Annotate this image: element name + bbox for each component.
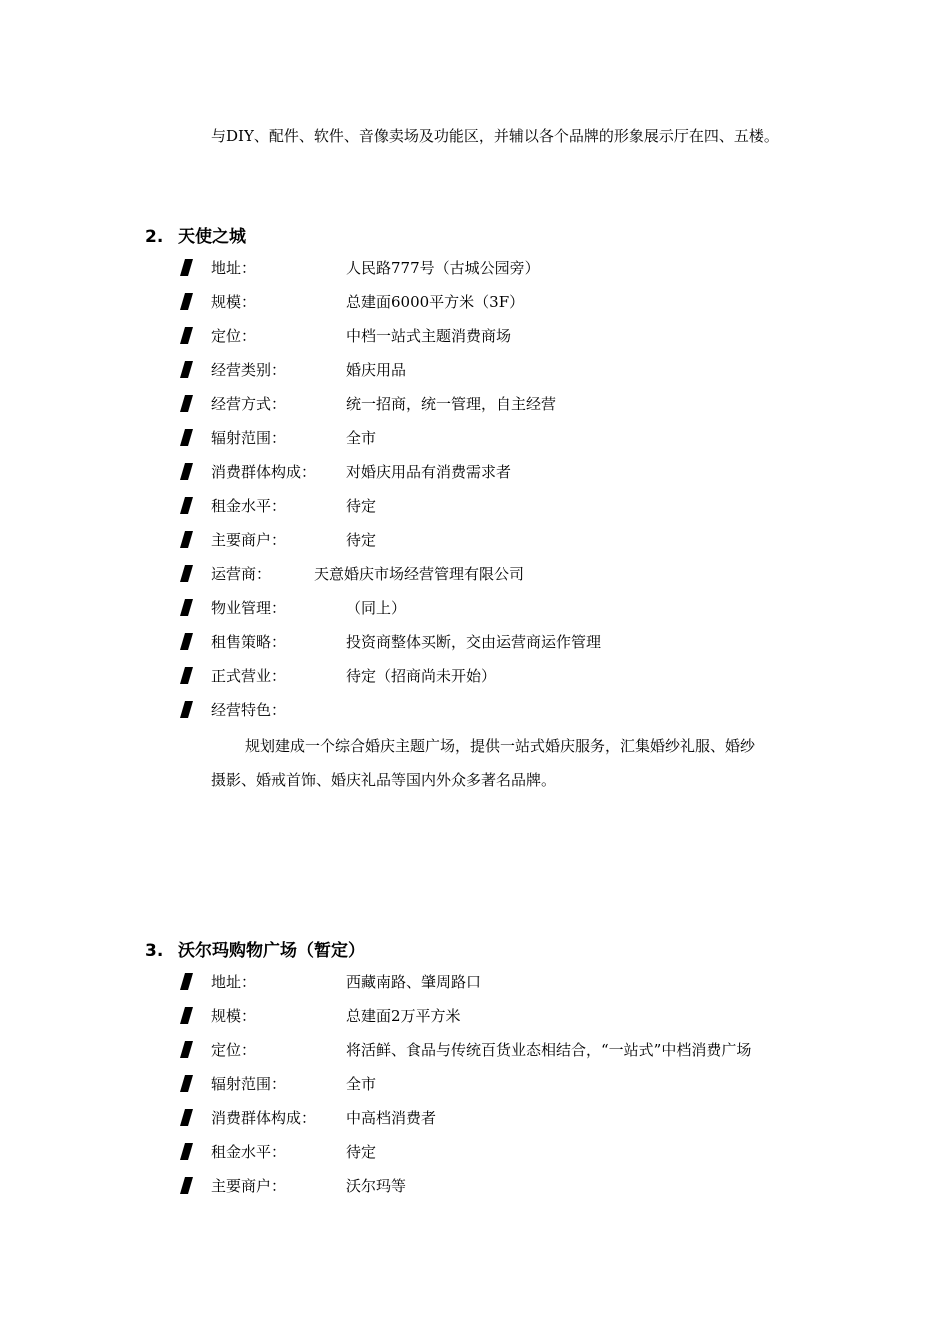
item-value: 中高档消费者: [346, 1109, 437, 1127]
item-label: 消费群体构成：: [211, 1109, 317, 1127]
slanted-bar-bullet-icon: [180, 599, 193, 616]
feature-text: 摄影、婚戒首饰、婚庆礼品等国内外众多著名品牌。: [211, 771, 557, 789]
section-number: 2.: [145, 227, 164, 247]
item-value: 待定（招商尚未开始）: [346, 667, 497, 685]
section-title: 天使之城: [178, 227, 246, 247]
slanted-bar-bullet-icon: [180, 395, 193, 412]
item-value: 西藏南路、肇周路口: [346, 973, 482, 991]
item-label: 辐射范围：: [211, 429, 287, 447]
list-item: [0, 389, 950, 423]
item-label: 规模：: [211, 293, 257, 311]
item-label: 租金水平：: [211, 1143, 287, 1161]
item-list: [0, 967, 950, 1205]
item-value: 待定: [346, 1143, 377, 1161]
slanted-bar-bullet-icon: [180, 259, 193, 276]
item-value: 全市: [346, 429, 377, 447]
intro-line: 与DIY、配件、软件、音像卖场及功能区，并辅以各个品牌的形象展示厅在四、五楼。: [211, 127, 779, 145]
list-item: [0, 695, 950, 729]
item-label: 主要商户：: [211, 1177, 287, 1195]
item-value: 将活鲜、食品与传统百货业态相结合，“一站式”中档消费广场: [346, 1041, 752, 1059]
item-value: 全市: [346, 1075, 377, 1093]
slanted-bar-bullet-icon: [180, 361, 193, 378]
slanted-bar-bullet-icon: [180, 701, 193, 718]
item-value: 待定: [346, 531, 377, 549]
item-label: 规模：: [211, 1007, 257, 1025]
item-value: 中档一站式主题消费商场: [346, 327, 512, 345]
list-item: [0, 627, 950, 661]
list-item: [0, 1069, 950, 1103]
slanted-bar-bullet-icon: [180, 531, 193, 548]
item-label: 正式营业：: [211, 667, 287, 685]
slanted-bar-bullet-icon: [180, 1075, 193, 1092]
item-value: 人民路777号（古城公园旁）: [346, 259, 540, 277]
list-item: [0, 559, 950, 593]
item-label: 经营类别：: [211, 361, 287, 379]
feature-text: 规划建成一个综合婚庆主题广场，提供一站式婚庆服务，汇集婚纱礼服、婚纱: [245, 737, 756, 755]
section-heading: [145, 225, 246, 249]
slanted-bar-bullet-icon: [180, 429, 193, 446]
list-item: [0, 321, 950, 355]
feature-line: [211, 729, 811, 763]
item-value: 待定: [346, 497, 377, 515]
item-label: 租金水平：: [211, 497, 287, 515]
list-item: [0, 287, 950, 321]
item-label: 运营商：: [211, 565, 272, 583]
item-label: 定位：: [211, 1041, 257, 1059]
slanted-bar-bullet-icon: [180, 565, 193, 582]
slanted-bar-bullet-icon: [180, 633, 193, 650]
item-value: 天意婚庆市场经营管理有限公司: [314, 565, 525, 583]
item-value: 对婚庆用品有消费需求者: [346, 463, 512, 481]
item-list: [0, 253, 950, 729]
slanted-bar-bullet-icon: [180, 1007, 193, 1024]
slanted-bar-bullet-icon: [180, 463, 193, 480]
item-label: 地址：: [211, 259, 257, 277]
list-item: [0, 525, 950, 559]
section-heading: [145, 939, 365, 963]
slanted-bar-bullet-icon: [180, 1041, 193, 1058]
slanted-bar-bullet-icon: [180, 1177, 193, 1194]
item-label: 租售策略：: [211, 633, 287, 651]
item-label: 地址：: [211, 973, 257, 991]
slanted-bar-bullet-icon: [180, 293, 193, 310]
list-item: [0, 593, 950, 627]
list-item: [0, 661, 950, 695]
slanted-bar-bullet-icon: [180, 973, 193, 990]
feature-line: [211, 763, 811, 797]
item-label: 主要商户：: [211, 531, 287, 549]
slanted-bar-bullet-icon: [180, 327, 193, 344]
item-label: 定位：: [211, 327, 257, 345]
item-value: 统一招商，统一管理，自主经营: [346, 395, 557, 413]
list-item: [0, 1103, 950, 1137]
item-label: 物业管理：: [211, 599, 287, 617]
list-item: [0, 1001, 950, 1035]
slanted-bar-bullet-icon: [180, 667, 193, 684]
item-label: 经营方式：: [211, 395, 287, 413]
list-item: [0, 355, 950, 389]
item-value: 投资商整体买断，交由运营商运作管理: [346, 633, 602, 651]
section-title: 沃尔玛购物广场（暂定）: [178, 941, 365, 961]
feature-paragraph: [211, 729, 811, 797]
item-value: 总建面2万平方米: [346, 1007, 461, 1025]
item-value: 沃尔玛等: [346, 1177, 407, 1195]
item-value: 婚庆用品: [346, 361, 407, 379]
list-item: [0, 423, 950, 457]
list-item: [0, 491, 950, 525]
slanted-bar-bullet-icon: [180, 497, 193, 514]
slanted-bar-bullet-icon: [180, 1143, 193, 1160]
item-value: 总建面6000平方米（3F）: [346, 293, 525, 311]
item-label: 经营特色：: [211, 701, 287, 719]
section-number: 3.: [145, 941, 164, 961]
item-value: （同上）: [346, 599, 407, 617]
slanted-bar-bullet-icon: [180, 1109, 193, 1126]
list-item: [0, 1171, 950, 1205]
item-label: 辐射范围：: [211, 1075, 287, 1093]
list-item: [0, 253, 950, 287]
list-item: [0, 1035, 950, 1069]
item-label: 消费群体构成：: [211, 463, 317, 481]
list-item: [0, 967, 950, 1001]
list-item: [0, 1137, 950, 1171]
list-item: [0, 457, 950, 491]
